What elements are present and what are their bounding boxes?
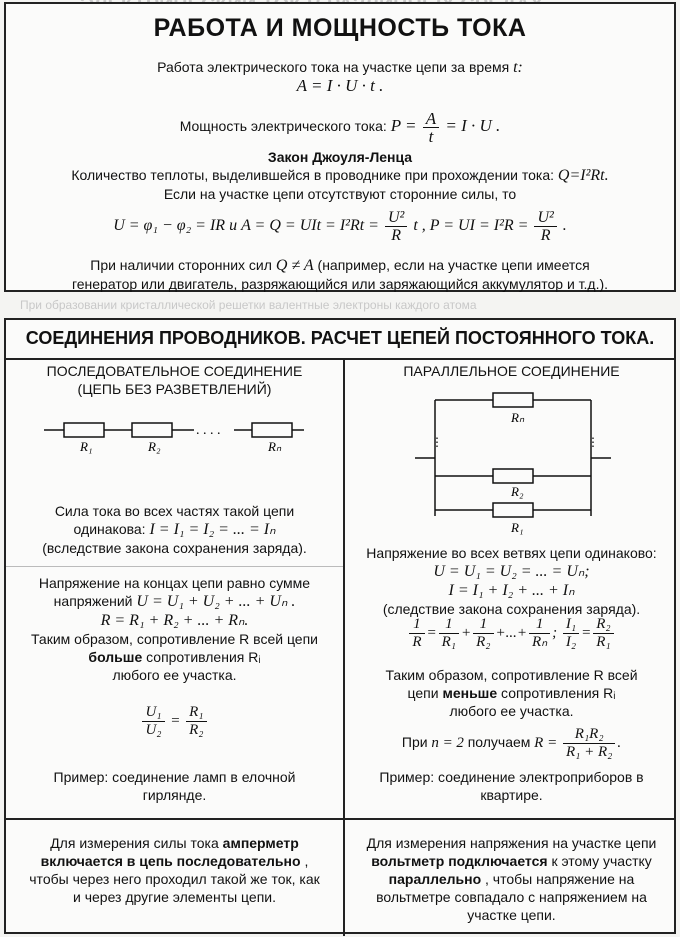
work-var: t: bbox=[513, 59, 523, 76]
one: 1 bbox=[473, 616, 493, 634]
power-label: Мощность электрического тока: bbox=[179, 118, 387, 134]
r2: R₂ bbox=[593, 616, 613, 634]
r-equals: R = bbox=[534, 735, 558, 751]
two-resistor-formula: При n = 2 получаем R = $\frac{\text{R₁R₂}}{\text{R₁ + R₂}}$ . bbox=[401, 726, 622, 761]
r2: R₂ bbox=[476, 634, 491, 650]
ammeter-bold-2: включается в цепь последовательно bbox=[40, 853, 301, 869]
voltmeter-2: к этому участку bbox=[551, 853, 652, 869]
fraction bbox=[593, 616, 613, 651]
parallel-thus-3: сопротивления Rᵢ bbox=[501, 685, 616, 701]
rn-label: Rₙ bbox=[268, 439, 282, 454]
u1: U₁ bbox=[142, 704, 164, 722]
big-frac-2 bbox=[534, 209, 556, 244]
bleed-through-text: При образовании кристаллической решетки валентные электроны каждого атома bbox=[20, 298, 477, 312]
series-heading-1: ПОСЛЕДОВАТЕЛЬНОЕ СОЕДИНЕНИЕ bbox=[46, 363, 303, 379]
power-fraction bbox=[423, 110, 439, 145]
series-voltage-1: Напряжение на концах цепи равно сумме bbox=[38, 575, 311, 591]
svg-text:⋮: ⋮ bbox=[431, 435, 443, 449]
voltmeter-bold-2: параллельно bbox=[388, 871, 482, 887]
ext-formula: Q ≠ A bbox=[275, 257, 314, 274]
divider bbox=[6, 566, 343, 567]
jl-text: Количество теплоты, выделившейся в проводнике при прохождении тока: bbox=[71, 167, 555, 183]
series-thus-2: сопротивления Rᵢ bbox=[146, 649, 261, 665]
big-formula bbox=[6, 204, 674, 248]
r1: R₁ bbox=[186, 704, 206, 722]
connections-panel bbox=[4, 318, 676, 934]
big-formula-b: t , P = UI = I²R = bbox=[409, 217, 533, 234]
big-formula-c: . bbox=[558, 217, 567, 234]
u-squared: U² bbox=[385, 209, 407, 227]
r: R bbox=[412, 634, 422, 650]
work-intro-text: Работа электрического тока на участке цепи за время bbox=[157, 59, 510, 75]
u-ratio bbox=[142, 704, 164, 739]
parallel-conservation: (следствие закона сохранения заряда). bbox=[382, 601, 641, 617]
ammeter-2: , bbox=[304, 853, 309, 869]
r2-label: R₂ bbox=[148, 439, 161, 454]
ammeter-3: чтобы через него проходил такой же ток, как bbox=[29, 871, 320, 887]
fraction bbox=[409, 616, 424, 651]
parallel-resistance-formula: $\frac{1}{R}$ = $\frac{1}{\text{R₁}}$ + $\frac{1}{\text{R₂}}$ +...+ $\frac{1}{\text{Rₙ}}$ ; $\frac{\text{I₁}}{\text{I₂}}$ = $\frac{\text{R₂}}{\text{R₁}}$ bbox=[345, 616, 678, 651]
parallel-circuit-diagram bbox=[415, 386, 615, 536]
fraction bbox=[529, 616, 550, 651]
u-squared: U² bbox=[534, 209, 556, 227]
series-current-3: (вследствие закона сохранения заряда). bbox=[42, 540, 307, 556]
one: 1 bbox=[409, 616, 424, 634]
ammeter-bold-1: амперметр bbox=[222, 835, 299, 851]
power-rhs: = I · U . bbox=[445, 116, 501, 135]
voltmeter-4: вольтметре совпадало с напряжением на bbox=[376, 889, 647, 905]
series-column bbox=[6, 320, 343, 932]
series-example-2: гирлянде. bbox=[142, 787, 207, 803]
parallel-example-1: Пример: соединение электроприборов в bbox=[379, 769, 644, 785]
series-voltage-formula: U = U₁ + U₂ + ... + Uₙ . bbox=[136, 593, 296, 610]
r1-plus-r2: R₁ + R₂ bbox=[565, 744, 613, 761]
voltmeter-note bbox=[345, 834, 678, 924]
parallel-thus-2: цепи bbox=[407, 685, 439, 701]
work-formula: A = I · U · t . bbox=[296, 76, 384, 95]
jl-formula: Q=I²Rt. bbox=[557, 167, 609, 184]
r1-label: R₁ bbox=[511, 520, 524, 535]
series-thus-3: любого ее участка. bbox=[112, 667, 237, 683]
series-current-1: Сила тока во всех частях такой цепи bbox=[54, 503, 295, 519]
parallel-voltage-formula: U = U₁ = U₂ = ... = Uₙ; bbox=[433, 563, 590, 580]
big-frac-1 bbox=[385, 209, 407, 244]
one: 1 bbox=[529, 616, 550, 634]
r2: R₂ bbox=[189, 722, 204, 738]
r1: R₁ bbox=[596, 634, 611, 650]
series-example-1: Пример: соединение ламп в елочной bbox=[53, 769, 296, 785]
ammeter-4: и через другие элементы цепи. bbox=[73, 889, 276, 905]
rn-label: Rₙ bbox=[511, 410, 525, 425]
two-resistor-fraction bbox=[563, 726, 615, 761]
ext-b: (например, если на участке цепи имеется bbox=[317, 257, 590, 273]
r1: R₁ bbox=[441, 634, 457, 650]
fraction bbox=[439, 616, 459, 651]
power-line bbox=[6, 106, 674, 146]
series-example bbox=[6, 768, 343, 804]
series-current-2: одинакова: bbox=[73, 521, 146, 537]
parallel-example-2: квартире. bbox=[480, 787, 543, 803]
series-ratio bbox=[6, 704, 343, 739]
voltmeter-3: , чтобы напряжение на bbox=[485, 871, 635, 887]
series-current bbox=[6, 502, 343, 557]
joule-lenz-title: Закон Джоуля-Ленца bbox=[267, 149, 413, 165]
svg-text:. . . .: . . . . bbox=[196, 423, 221, 438]
fraction bbox=[563, 616, 579, 651]
svg-text:⋮: ⋮ bbox=[587, 435, 599, 449]
section-title: РАБОТА И МОЩНОСТЬ ТОКА bbox=[153, 14, 527, 42]
equals: = bbox=[170, 712, 181, 729]
series-voltage-2: напряжений bbox=[53, 593, 133, 609]
n-equals-2: n = 2 bbox=[431, 735, 464, 751]
ext-a: При наличии сторонних сил bbox=[90, 257, 272, 273]
one: 1 bbox=[439, 616, 459, 634]
ammeter-1: Для измерения силы тока bbox=[50, 835, 219, 851]
i2: I₂ bbox=[565, 634, 577, 650]
r2-label: R₂ bbox=[511, 484, 524, 499]
get-label: получаем bbox=[467, 734, 531, 750]
r-ratio bbox=[186, 704, 206, 739]
parallel-voltage bbox=[345, 544, 678, 618]
parallel-thus-4: любого ее участка. bbox=[449, 703, 574, 719]
power-lhs: P = bbox=[390, 116, 417, 135]
series-current-formula: I = I₁ = I₂ = ... = Iₙ bbox=[149, 521, 276, 538]
parallel-voltage-text: Напряжение во всех ветвях цепи одинаково: bbox=[366, 545, 657, 561]
parallel-column bbox=[345, 320, 678, 932]
voltmeter-bold-1: вольтметр подключается bbox=[371, 853, 548, 869]
series-voltage bbox=[6, 574, 343, 684]
voltmeter-1: Для измерения напряжения на участке цепи bbox=[366, 835, 657, 851]
when-n-label: При bbox=[401, 734, 428, 750]
r1r2: R₁R₂ bbox=[563, 726, 615, 744]
joule-lenz-text bbox=[6, 166, 674, 185]
u2: U₂ bbox=[145, 722, 162, 738]
series-resistance-formula: R = R₁ + R₂ + ... + Rₙ. bbox=[100, 612, 249, 629]
fraction bbox=[473, 616, 493, 651]
series-circuit-diagram bbox=[44, 416, 304, 456]
power-num: A bbox=[423, 110, 439, 128]
parallel-example bbox=[345, 768, 678, 804]
work-intro bbox=[6, 58, 674, 77]
external-forces-note bbox=[6, 256, 674, 293]
parallel-thus-bold: меньше bbox=[442, 685, 498, 701]
series-thus-bold: больше bbox=[88, 649, 143, 665]
series-heading-2: (ЦЕПЬ БЕЗ РАЗВЕТВЛЕНИЙ) bbox=[77, 381, 272, 397]
r1-label: R₁ bbox=[80, 439, 93, 454]
r: R bbox=[391, 226, 402, 244]
connections-title: СОЕДИНЕНИЯ ПРОВОДНИКОВ. РАСЧЕТ ЦЕПЕЙ ПОСТОЯННОГО ТОКА. bbox=[25, 328, 655, 348]
series-heading bbox=[6, 362, 343, 398]
power-den: t bbox=[428, 126, 434, 146]
ammeter-note bbox=[6, 834, 343, 906]
series-thus-1: Таким образом, сопротивление R всей цепи bbox=[31, 631, 318, 647]
parallel-current-formula: I = I₁ + I₂ + ... + Iₙ bbox=[448, 582, 575, 599]
parallel-thus-1: Таким образом, сопротивление R всей bbox=[385, 667, 638, 683]
ext-c: генератор или двигатель, разряжающийся или заряжающийся аккумулятор и т.д.). bbox=[71, 276, 609, 292]
no-external-forces: Если на участке цепи отсутствуют сторонние силы, то bbox=[163, 186, 517, 202]
voltmeter-5: участке цепи. bbox=[467, 907, 556, 923]
r: R bbox=[540, 226, 551, 244]
rn: Rₙ bbox=[532, 634, 548, 650]
big-formula-a: U = φ₁ − φ₂ = IR и A = Q = UIt = I²Rt = bbox=[113, 217, 383, 234]
work-power-panel bbox=[4, 2, 676, 292]
i1: I₁ bbox=[563, 616, 579, 634]
parallel-thus bbox=[345, 666, 678, 720]
parallel-heading: ПАРАЛЛЕЛЬНОЕ СОЕДИНЕНИЕ bbox=[403, 363, 620, 379]
